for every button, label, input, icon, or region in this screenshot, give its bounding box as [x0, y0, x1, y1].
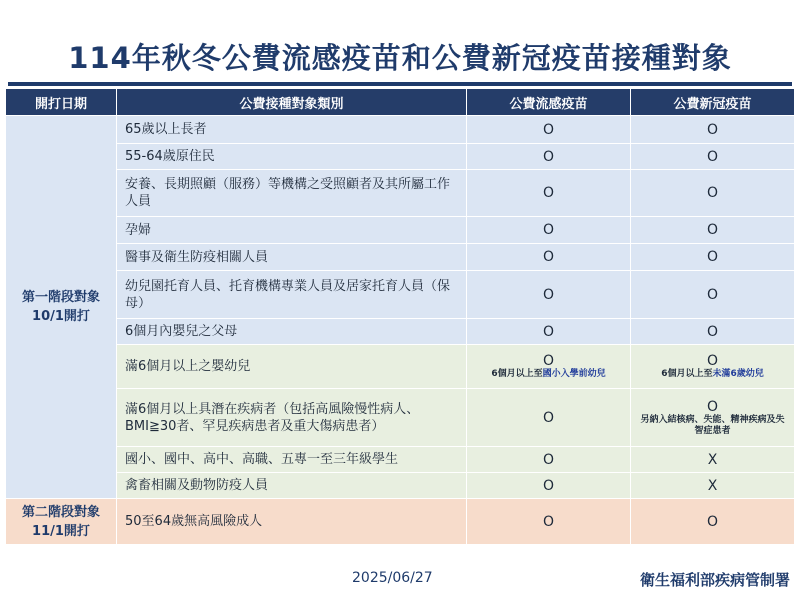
table-row [6, 345, 795, 389]
flu-cell: O [467, 244, 631, 271]
covid-note: 另納入結核病、失能、精神疾病及失智症患者 [640, 414, 785, 436]
phase2-cell [6, 499, 117, 545]
table-row [6, 170, 795, 217]
flu-cell [467, 345, 631, 389]
category-cell: 國小、國中、高中、高職、五專一至三年級學生 [117, 447, 467, 473]
phase1-name: 第一階段對象 [21, 290, 100, 305]
covid-mark: O [706, 398, 719, 415]
covid-mark: O [706, 353, 719, 369]
flu-cell: O [467, 170, 631, 217]
flu-cell: O [467, 319, 631, 345]
covid-cell: O [631, 144, 795, 170]
table-row [6, 116, 795, 144]
phase1-cell [6, 116, 117, 499]
category-cell: 滿6個月以上具潛在疾病者（包括高風險慢性病人、BMI≧30者、罕見疾病患者及重大傷病患者） [117, 389, 467, 447]
covid-cell: O [631, 499, 795, 545]
title-divider [8, 82, 792, 86]
covid-cell [631, 389, 795, 447]
flu-cell: O [467, 116, 631, 144]
covid-cell [631, 345, 795, 389]
category-cell: 55-64歲原住民 [117, 144, 467, 170]
table-row [6, 447, 795, 473]
table-row [6, 244, 795, 271]
header-flu: 公費流感疫苗 [467, 89, 631, 116]
covid-cell: X [631, 473, 795, 499]
table-row [6, 217, 795, 244]
header-date: 開打日期 [6, 89, 117, 116]
covid-cell: O [631, 319, 795, 345]
covid-cell: O [631, 217, 795, 244]
category-cell: 50至64歲無高風險成人 [117, 499, 467, 545]
covid-note: 6個月以上至未滿6歲幼兒 [661, 369, 764, 379]
flu-cell: O [467, 447, 631, 473]
table-header-row [6, 89, 795, 116]
flu-cell: O [467, 271, 631, 319]
covid-cell: O [631, 116, 795, 144]
category-cell: 滿6個月以上之嬰幼兒 [117, 345, 467, 389]
category-cell: 幼兒園托育人員、托育機構專業人員及居家托育人員（保母） [117, 271, 467, 319]
covid-cell: O [631, 271, 795, 319]
flu-cell: O [467, 217, 631, 244]
flu-cell: O [467, 473, 631, 499]
table-row [6, 271, 795, 319]
issuing-organization: 衛生福利部疾病管制署 [639, 571, 790, 589]
category-cell: 孕婦 [117, 217, 467, 244]
category-cell: 65歲以上長者 [117, 116, 467, 144]
covid-cell: O [631, 244, 795, 271]
flu-note: 6個月以上至國小入學前幼兒 [491, 369, 606, 379]
category-cell: 禽畜相關及動物防疫人員 [117, 473, 467, 499]
category-cell: 6個月內嬰兒之父母 [117, 319, 467, 345]
covid-cell: O [631, 170, 795, 217]
covid-cell: X [631, 447, 795, 473]
table-row [6, 473, 795, 499]
header-category: 公費接種對象類別 [117, 89, 467, 116]
page-title: 114年秋冬公費流感疫苗和公費新冠疫苗接種對象 [68, 41, 732, 75]
phase1-date: 10/1開打 [32, 309, 90, 324]
flu-cell: O [467, 144, 631, 170]
flu-mark: O [542, 353, 555, 369]
table-row [6, 319, 795, 345]
table-row [6, 499, 795, 545]
publish-date: 2025/06/27 [352, 570, 433, 586]
vaccine-eligibility-table [5, 88, 795, 545]
flu-cell: O [467, 499, 631, 545]
table-row [6, 389, 795, 447]
phase2-date: 11/1開打 [32, 523, 90, 539]
phase2-name: 第二階段對象 [21, 504, 100, 520]
table-row [6, 144, 795, 170]
category-cell: 醫事及衛生防疫相關人員 [117, 244, 467, 271]
header-covid: 公費新冠疫苗 [631, 89, 795, 116]
flu-cell: O [467, 389, 631, 447]
category-cell: 安養、長期照顧（服務）等機構之受照顧者及其所屬工作人員 [117, 170, 467, 217]
